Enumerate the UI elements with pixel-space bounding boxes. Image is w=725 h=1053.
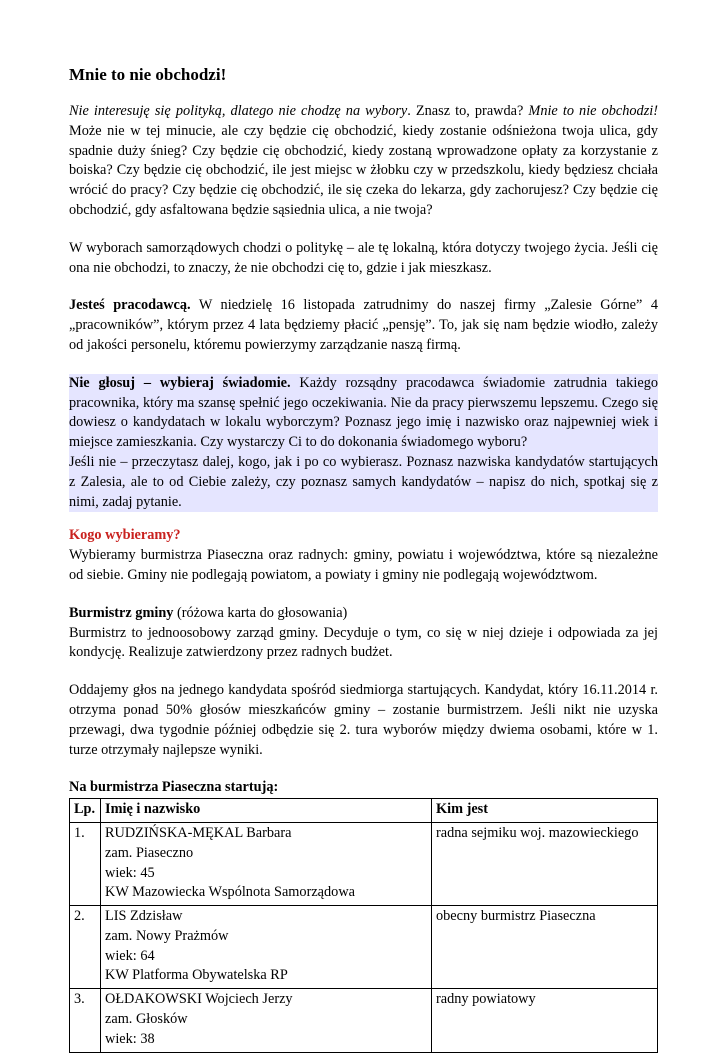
employer-paragraph [69,296,658,355]
header-who: Kim jest [432,799,658,823]
intro-text-1: . Znasz to, prawda? [407,103,529,119]
header-lp: Lp. [70,799,101,823]
cell-candidate [101,906,432,989]
candidate-committee: KW Mazowiecka Wspólnota Samorządowa [105,884,355,901]
cell-candidate [101,822,432,905]
candidate-age: wiek: 45 [105,864,155,881]
candidate-name: LIS Zdzisław [105,908,183,925]
highlight-paragraph-2: Jeśli nie – przeczytasz dalej, kogo, jak i po co wybierasz. Poznasz nazwiska kandydatów startujących z Zalesia, ale to od Ciebie zależy, czy poznasz samych kandydatów – napisz do nich, spotkaj się z nimi, zadaj pytanie. [69,453,658,510]
table-caption: Na burmistrza Piaseczna startują: [69,779,279,796]
kogo-paragraph: Wybieramy burmistrza Piaseczna oraz radnych: gminy, powiatu i województwa, które są niezależne od siebie. Gminy nie podlegają powiatom, a powiaty i gminy nie podlegają województwom. [69,547,658,583]
candidate-name: OŁDAKOWSKI Wojciech Jerzy [105,991,293,1008]
table-header-row [70,799,658,823]
candidate-address: zam. Nowy Prażmów [105,927,229,944]
candidate-committee: KW Platforma Obywatelska RP [105,967,288,984]
burmistrz-note: (różowa karta do głosowania) [173,604,348,621]
employer-text: W niedzielę 16 listopada zatrudnimy do naszej firmy „Zalesie Górne” 4 „pracowników”, którym przez 4 lata będziemy płacić „pensję”. To, jak się nam będzie wiodło, zależy od jakości personelu, któremu powierzymy zarządzanie naszą firmą. [69,297,658,353]
highlight-box [69,374,658,513]
candidates-table [69,798,658,1053]
highlight-paragraph-1 [69,374,658,453]
oddajemy-paragraph: Oddajemy głos na jednego kandydata spośród siedmiorga startujących. Kandydat, który 16.11.2014 r. otrzyma ponad 50% głosów mieszkańców gminy – zostanie burmistrzem. Jeśli nikt nie uzyska przewagi, dwa tygodnie później odbędzie się 2. tura wyborów między dwiema osobami, które w 1. turze otrzymały najlepsze wyniki. [69,682,658,758]
table-row [70,989,658,1052]
highlight-bold: Nie głosuj – wybieraj świadomie. [69,374,291,391]
intro-paragraph [69,102,658,221]
cell-who: obecny burmistrz Piaseczna [432,906,658,989]
intro-italic-2: Mnie to nie obchodzi! [528,103,658,119]
burmistrz-bold: Burmistrz gminy [69,604,174,621]
document-page [69,64,658,1053]
employer-bold: Jesteś pracodawcą. [69,297,191,314]
burmistrz-heading [69,604,658,624]
cell-who: radny powiatowy [432,989,658,1052]
cell-lp: 2. [70,906,101,989]
table-row [70,822,658,905]
cell-lp: 1. [70,822,101,905]
intro-italic-1: Nie interesuję się polityką, dlatego nie chodzę na wybory [69,103,408,119]
header-name: Imię i nazwisko [101,799,432,823]
burmistrz-paragraph: Burmistrz to jednoosobowy zarząd gminy. Decyduje o tym, co się w niej dzieje i odpowiada za jej kondycję. Realizuje zatwierdzony przez radnych budżet. [69,624,658,661]
page-title: Mnie to nie obchodzi! [69,65,227,84]
candidate-age: wiek: 64 [105,947,155,964]
kogo-heading: Kogo wybieramy? [69,527,181,544]
candidate-age: wiek: 38 [105,1030,155,1047]
intro-text-2: Może nie w tej minucie, ale czy będzie cię obchodzić, kiedy zostanie odśnieżona twoja ulica, gdy spadnie duży śnieg? Czy będzie cię obchodzić, kiedy zostaną wprowadzone opłaty za korzystanie z boiska? Czy będzie cię obchodzić, ile jest miejsc w żłobku czy w przedszkolu, kiedy będziesz chciała wrócić do pracy? Czy będzie cię obchodzić, ile się czeka do lekarza, gdy zachorujesz? Czy będzie cię obchodzić, gdy asfaltowana będzie sąsiednia ulica, a nie twoja? [69,122,658,218]
candidate-name: RUDZIŃSKA-MĘKAL Barbara [105,824,292,841]
local-politics-paragraph: W wyborach samorządowych chodzi o politykę – ale tę lokalną, która dotyczy twojego życia. Jeśli cię ona nie obchodzi, to znaczy, że nie obchodzi cię to, gdzie i jak mieszkasz. [69,239,658,276]
table-row [70,906,658,989]
cell-who: radna sejmiku woj. mazowieckiego [432,822,658,905]
candidate-address: zam. Piaseczno [105,844,194,861]
highlight-text-1: Każdy rozsądny pracodawca świadomie zatrudnia takiego pracownika, który ma szansę spełnić jego oczekiwania. Nie da pracy pierwszemu lepszemu. Czego się dowiesz o kandydatach w lokalu wyborczym? Poznasz jego imię i nazwisko oraz najpewniej wiek i miejsce zamieszkania. Czy wystarczy Ci to do dokonania świadomego wyboru? [69,374,658,451]
cell-candidate [101,989,432,1052]
cell-lp: 3. [70,989,101,1052]
candidate-address: zam. Głosków [105,1011,188,1028]
